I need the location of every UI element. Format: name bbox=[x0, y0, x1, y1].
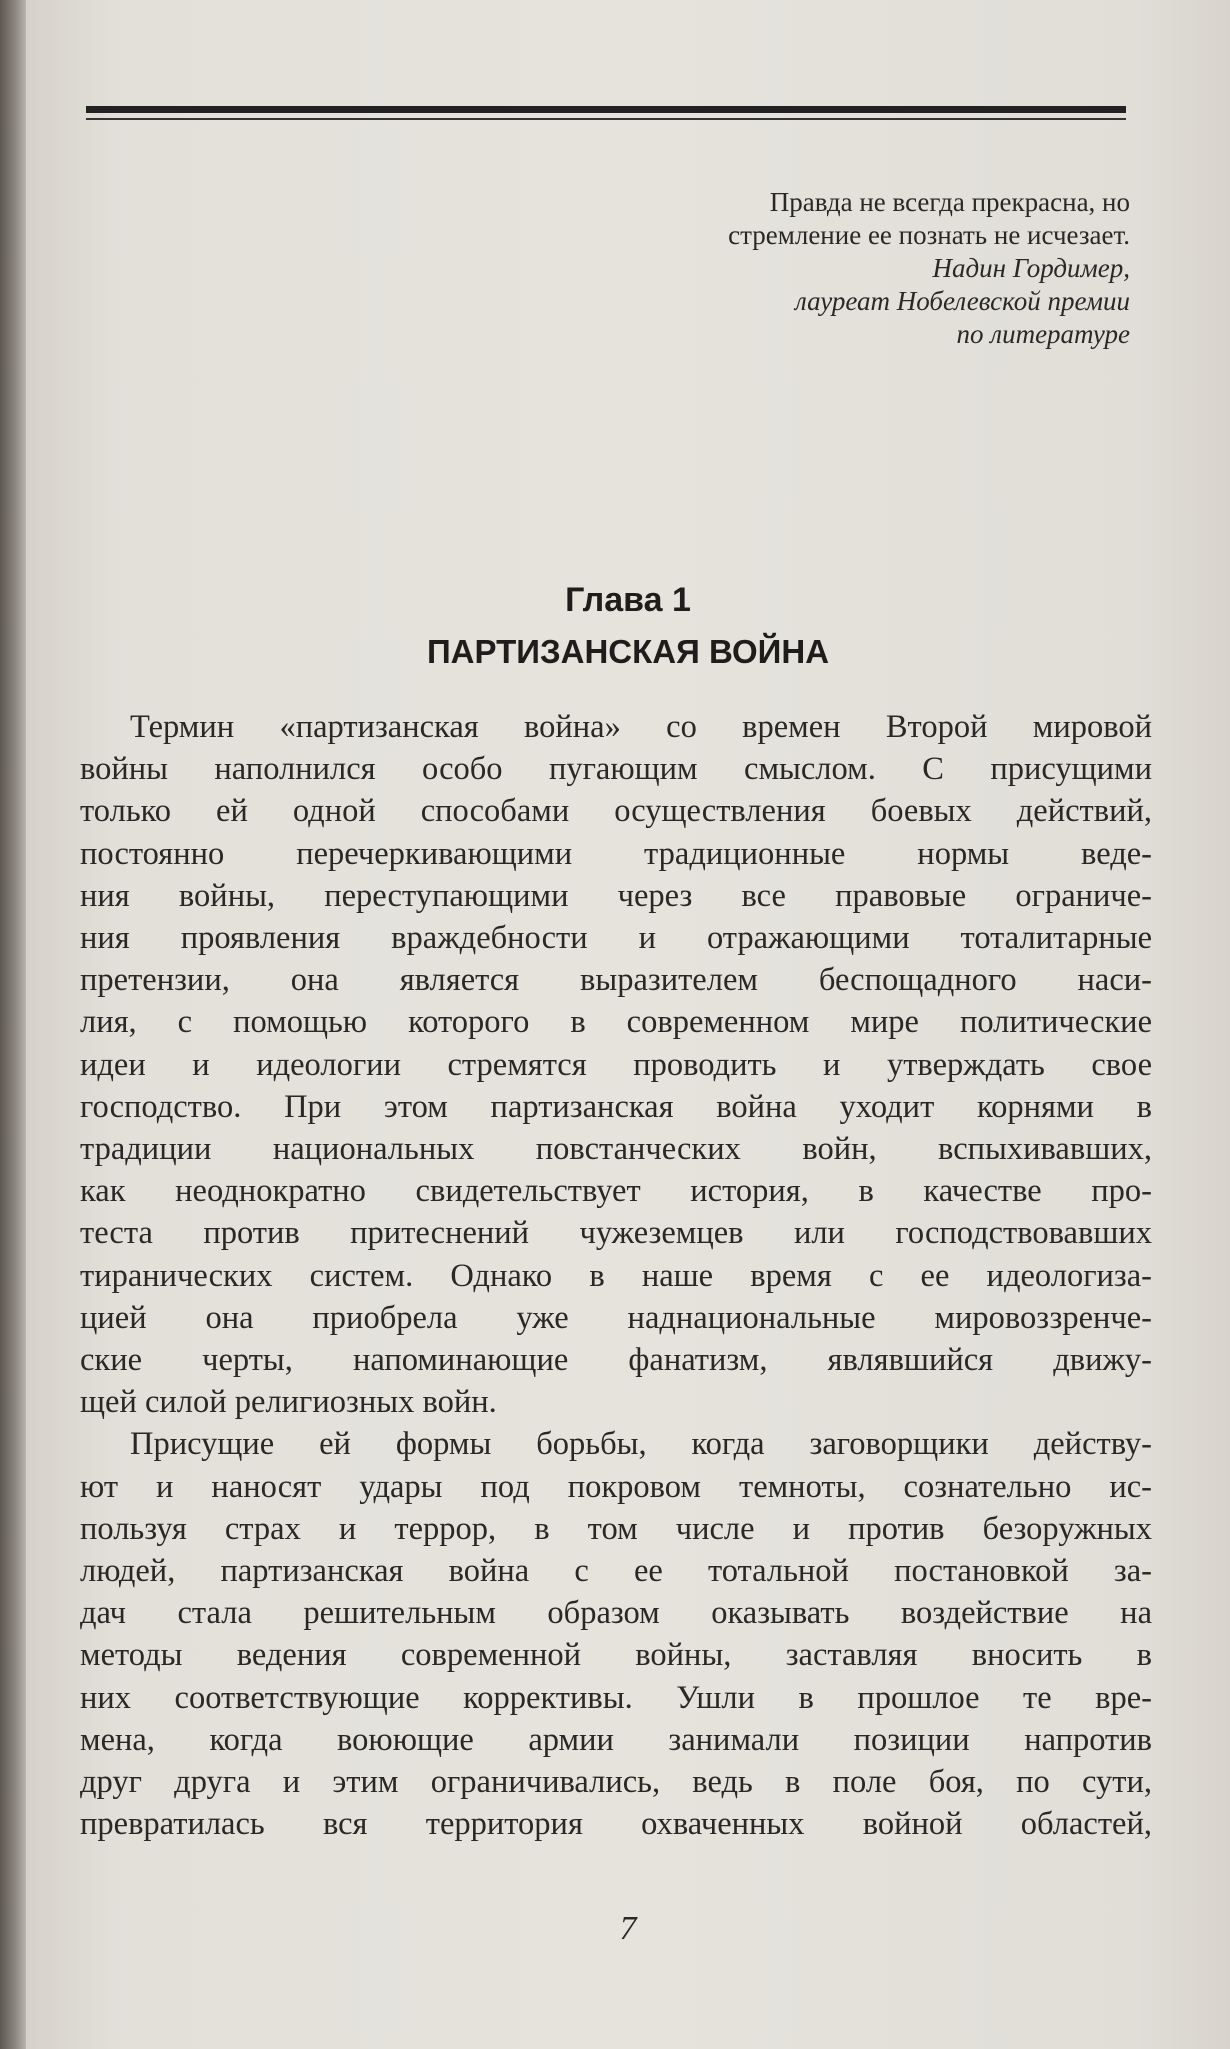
text-line: дач стала решительным образом оказывать воздействие на bbox=[80, 1595, 1152, 1632]
epigraph-author-role: по литературе bbox=[956, 319, 1130, 349]
text-line: Термин «партизанская война» со времен Второй мировой bbox=[130, 709, 1152, 745]
text-line: пользуя страх и террор, в том числе и против безоружных bbox=[80, 1510, 1152, 1547]
text-line: друг друга и этим ограничивались, ведь в поле боя, по сути, bbox=[80, 1764, 1152, 1801]
text-line: постоянно перечеркивающими традиционные нормы веде- bbox=[80, 835, 1152, 872]
text-line: претензии, она является выразителем беспощадного наси- bbox=[80, 962, 1152, 999]
text-line: теста против притеснений чужеземцев или господствовавших bbox=[80, 1215, 1152, 1252]
text-line: идеи и идеологии стремятся проводить и утверждать свое bbox=[80, 1046, 1152, 1083]
paragraph bbox=[80, 706, 1152, 1423]
text-line: мена, когда воюющие армии занимали позиции напротив bbox=[80, 1721, 1152, 1758]
epigraph-line: Правда не всегда прекрасна, но bbox=[769, 187, 1130, 217]
text-line: лия, с помощью которого в современном мире политические bbox=[80, 1004, 1152, 1041]
text-line: методы ведения современной войны, заставляя вносить в bbox=[80, 1637, 1152, 1674]
epigraph-author: Надин Гордимер, bbox=[932, 253, 1130, 283]
text-line: цией она приобрела уже наднациональные мировоззренче- bbox=[80, 1299, 1152, 1336]
epigraph-author-role: лауреат Нобелевской премии bbox=[795, 286, 1130, 316]
paragraph bbox=[80, 1423, 1152, 1845]
text-line: щей силой религиозных войн. bbox=[80, 1384, 497, 1421]
text-line: ют и наносят удары под покровом темноты, сознательно ис- bbox=[80, 1468, 1152, 1505]
text-line: только ей одной способами осуществления боевых действий, bbox=[80, 793, 1152, 830]
text-line: ния войны, переступающими через все правовые ограниче- bbox=[80, 877, 1152, 914]
text-line: войны наполнился особо пугающим смыслом. С присущими bbox=[80, 751, 1152, 788]
text-line: них соответствующие коррективы. Ушли в прошлое те вре- bbox=[80, 1679, 1152, 1716]
chapter-title: ПАРТИЗАНСКАЯ ВОЙНА bbox=[426, 633, 830, 670]
text-line: ские черты, напоминающие фанатизм, являвшийся движу- bbox=[80, 1342, 1152, 1379]
text-line: тиранических систем. Однако в наше время с ее идеологиза- bbox=[80, 1257, 1152, 1294]
epigraph bbox=[430, 186, 1130, 351]
chapter-number: Глава 1 bbox=[565, 581, 691, 619]
header-rule-thin bbox=[86, 118, 1126, 120]
text-line: людей, партизанская война с ее тотальной постановкой за- bbox=[80, 1553, 1152, 1590]
header-rule-thick bbox=[86, 106, 1126, 113]
body-text bbox=[80, 706, 1152, 1845]
book-page bbox=[26, 0, 1230, 2049]
text-line: ния проявления враждебности и отражающими тоталитарные bbox=[80, 920, 1152, 957]
epigraph-line: стремление ее познать не исчезает. bbox=[728, 220, 1130, 250]
text-line: превратилась вся территория охваченных войной областей, bbox=[80, 1806, 1152, 1843]
text-line: как неоднократно свидетельствует история, в качестве про- bbox=[80, 1173, 1152, 1210]
book-spine-shadow bbox=[0, 0, 26, 2049]
page-number: 7 bbox=[619, 1910, 637, 1947]
text-line: господство. При этом партизанская война уходит корнями в bbox=[80, 1088, 1152, 1125]
text-line: традиции национальных повстанческих войн, вспыхивавших, bbox=[80, 1131, 1152, 1168]
text-line: Присущие ей формы борьбы, когда заговорщики действу- bbox=[130, 1426, 1152, 1463]
